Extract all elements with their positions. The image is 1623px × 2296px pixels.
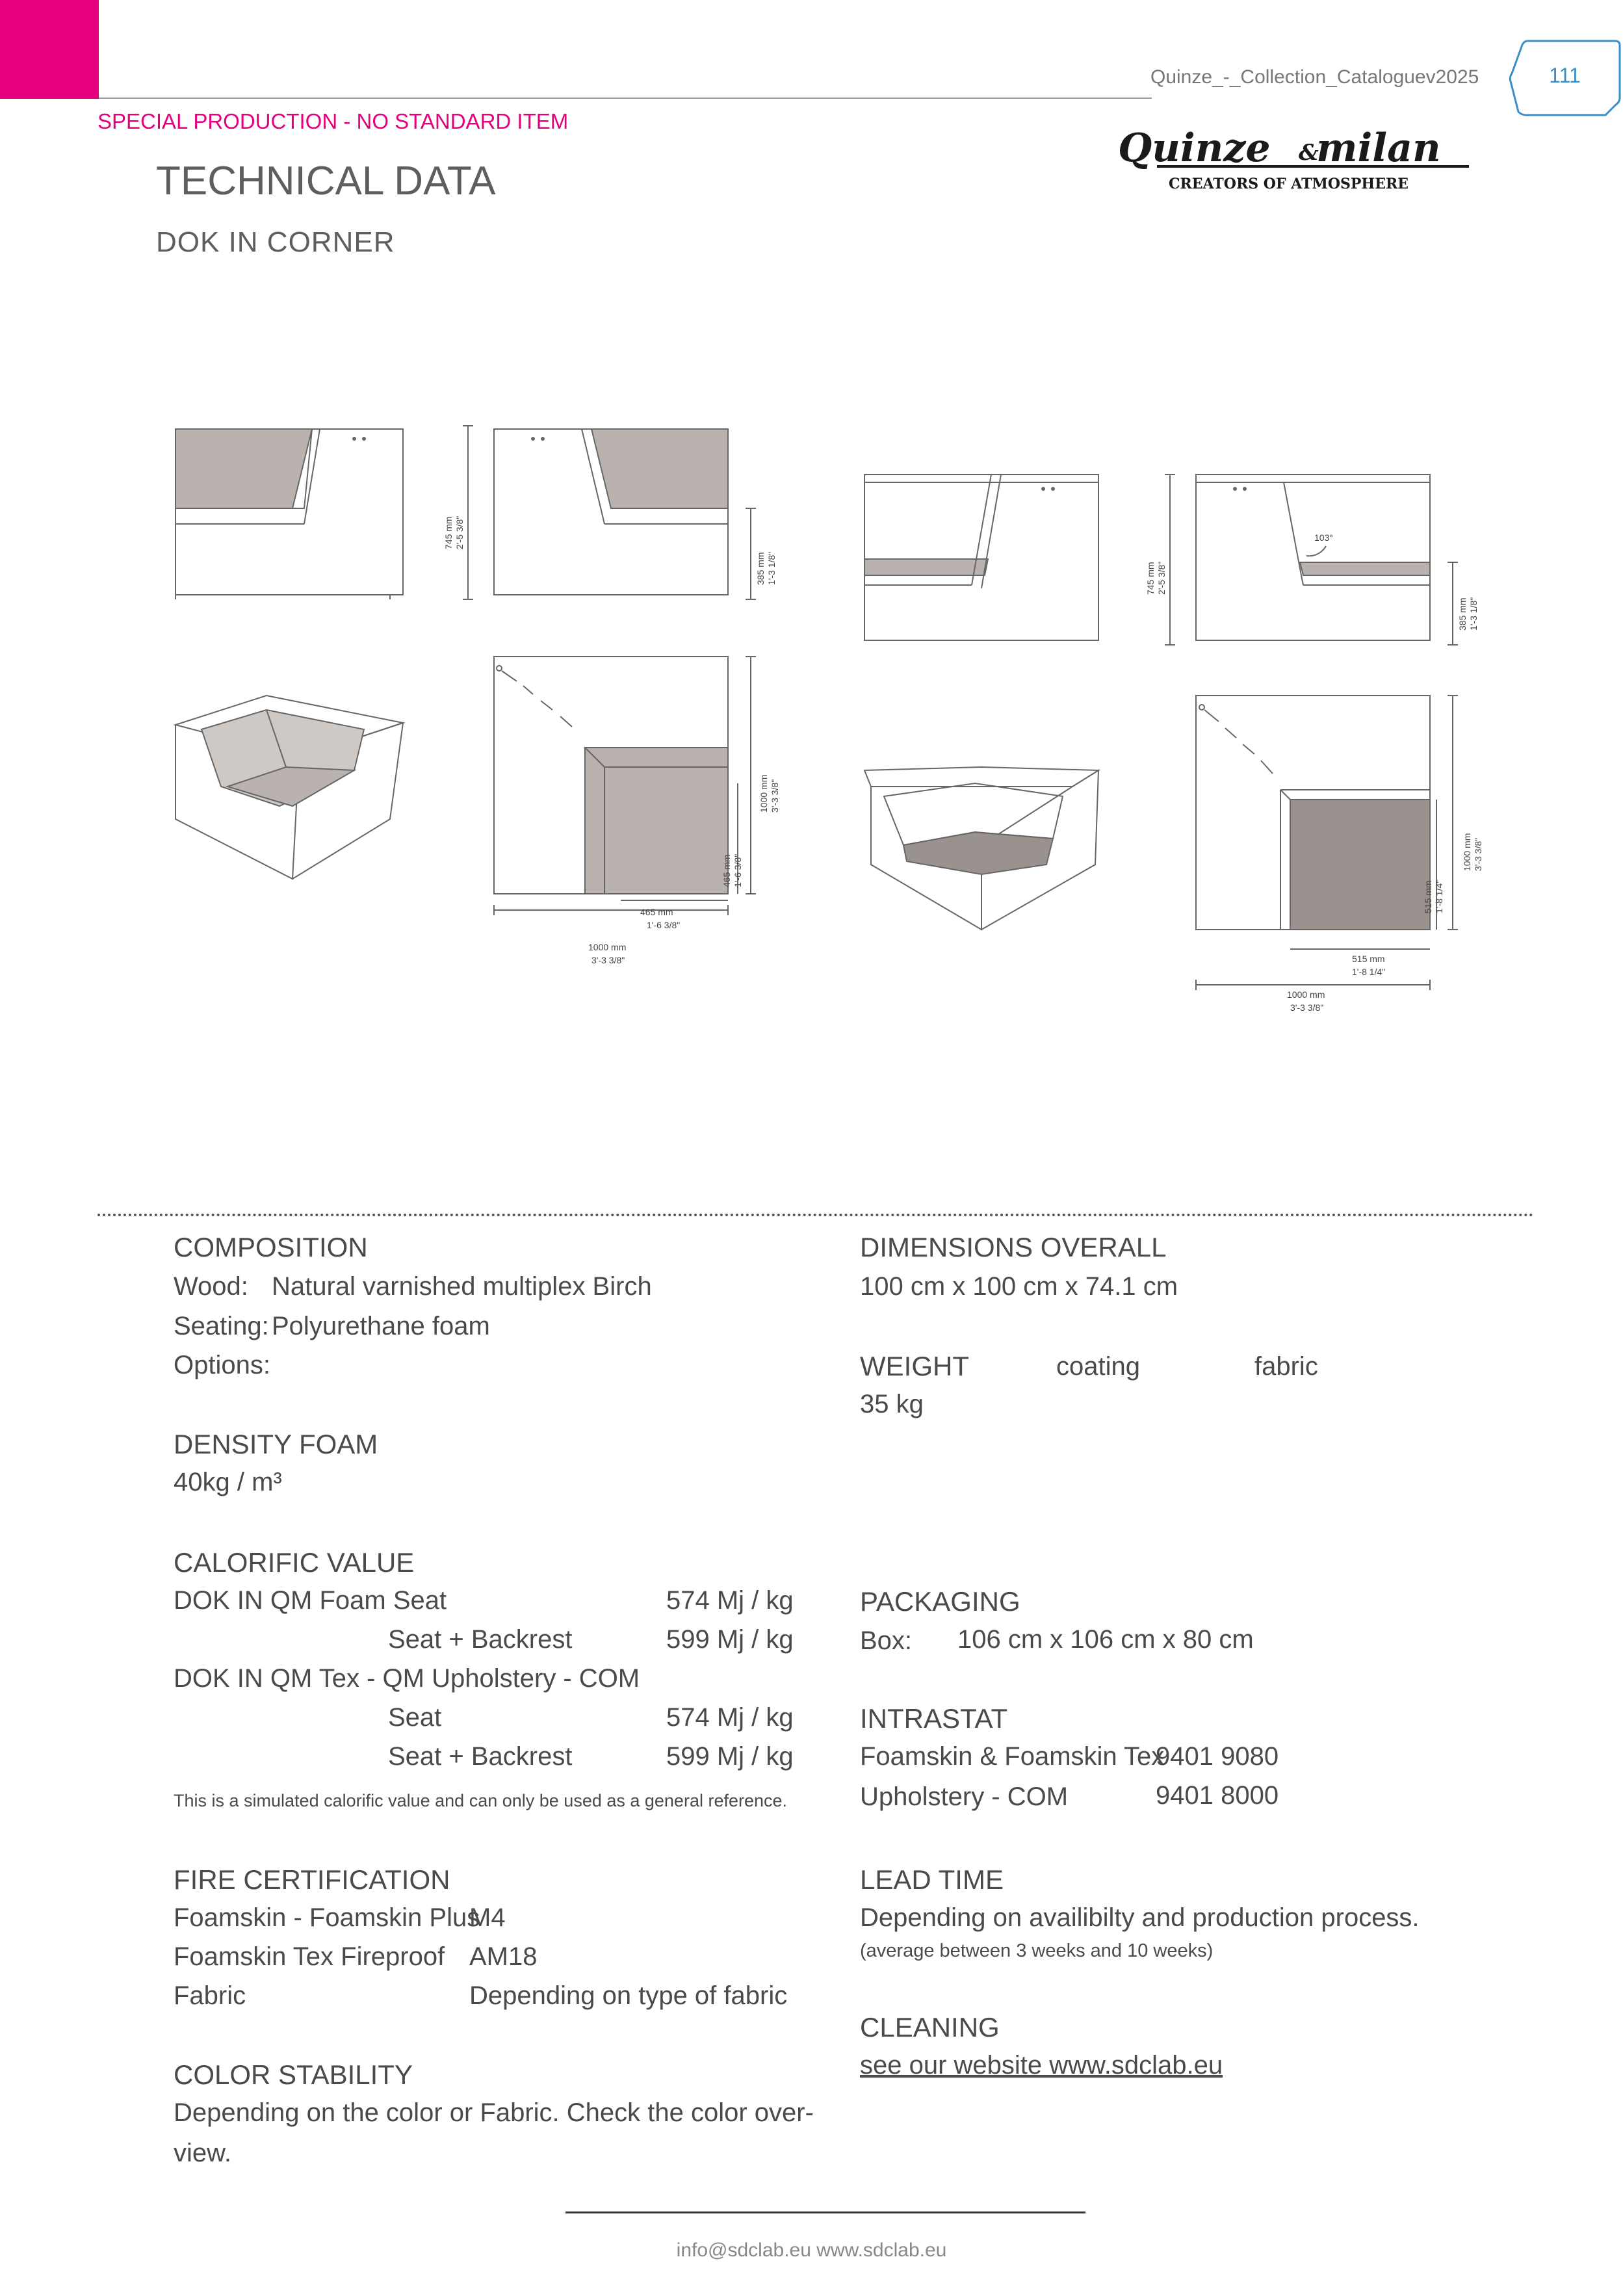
dim-385-a: 385 mm [755,552,766,585]
intrastat-heading: INTRASTAT [860,1703,1008,1734]
dim-1000-b-h-in: 3'-3 3/8" [1290,1002,1324,1013]
color-stability-line2: view. [174,2139,231,2167]
iso-view-right [864,767,1098,930]
fire-row3-label: Fabric [174,1981,246,2010]
dim-385-a-in: 1'-3 1/8" [766,551,777,585]
front-view-right [864,475,1098,640]
footer-contact: info@sdclab.eu www.sdclab.eu [676,2239,947,2261]
calorific-row4-label: Seat [388,1703,442,1732]
section-title: TECHNICAL DATA [156,159,496,203]
calorific-note: This is a simulated calorific value and can only be used as a general reference. [174,1791,788,1810]
logo-word-milan: milan [1316,125,1441,171]
fire-row2-value: AM18 [469,1942,538,1971]
dim-1000-b-h: 1000 mm [1287,989,1325,1000]
top-view-right [1196,696,1458,990]
dim-465-h-in: 1'-6 3/8" [647,920,681,930]
calorific-row4-value: 574 Mj / kg [666,1703,794,1732]
intrastat-row2-value: 9401 8000 [1156,1781,1279,1810]
brand-logo [1118,124,1482,195]
intrastat-row2-label: Upholstery - COM [860,1782,1069,1811]
lead-time-heading: LEAD TIME [860,1864,1004,1895]
weight-col-fabric: fabric [1254,1352,1318,1381]
dim-465-h: 465 mm [640,907,673,917]
calorific-row2-label: Seat + Backrest [388,1625,573,1654]
fire-row1-value: M4 [469,1903,506,1932]
packaging-box-value: 106 cm x 106 cm x 80 cm [957,1625,1254,1654]
iso-view-left [175,696,403,879]
color-stability-line1: Depending on the color or Fabric. Check the color over- [174,2098,814,2127]
dim-745-a-in: 2'-5 3/8" [454,515,465,549]
top-view-left [494,657,756,915]
intrastat-row1-label: Foamskin & Foamskin Tex [860,1742,1165,1771]
options-label: Options: [174,1351,270,1379]
cleaning-website-link[interactable]: see our website www.sdclab.eu [860,2051,1223,2080]
calorific-row2-value: 599 Mj / kg [666,1625,794,1654]
seating-value: Polyurethane foam [272,1312,490,1340]
dim-745-b-in: 2'-5 3/8" [1156,561,1167,595]
intrastat-row1-value: 9401 9080 [1156,1742,1279,1771]
dim-515-h: 515 mm [1352,954,1385,964]
seating-label: Seating: [174,1312,269,1340]
calorific-row1-label: DOK IN QM Foam Seat [174,1586,447,1615]
side-view-right [1165,475,1458,645]
dim-515-h-in: 1'-8 1/4" [1352,967,1386,977]
brand-color-block [0,0,99,99]
logo-tagline: CREATORS OF ATMOSPHERE [1169,176,1409,192]
dim-515-v: 515 mm [1423,880,1433,913]
calorific-row5-value: 599 Mj / kg [666,1742,794,1771]
logo-word-quinze: Quinze [1118,125,1271,171]
packaging-box-label: Box: [860,1626,913,1655]
footer-rule [565,2211,1085,2213]
catalog-title: Quinze_-_Collection_Cataloguev2025 [1150,66,1479,88]
dim-465-v: 465 mm [721,854,732,887]
calorific-heading: CALORIFIC VALUE [174,1547,415,1578]
product-name: DOK IN CORNER [156,226,395,258]
density-heading: DENSITY FOAM [174,1429,378,1459]
dim-515-v-in: 1'-8 1/4" [1434,880,1444,913]
dim-1000-a-in: 3'-3 3/8" [770,779,780,813]
calorific-row1-value: 574 Mj / kg [666,1586,794,1615]
section-divider [97,1214,1534,1216]
dim-385-b: 385 mm [1457,597,1468,631]
cleaning-heading: CLEANING [860,2012,1000,2042]
dim-385-b-in: 1'-3 1/8" [1468,597,1479,631]
fire-row3-value: Depending on type of fabric [469,1981,788,2010]
lead-time-line1: Depending on availibilty and production process. [860,1903,1420,1932]
lead-time-note: (average between 3 weeks and 10 weeks) [860,1940,1214,1961]
weight-heading: WEIGHT [860,1351,969,1381]
packaging-heading: PACKAGING [860,1586,1020,1617]
header-rule [99,98,1152,99]
dim-745-b: 745 mm [1145,562,1156,595]
dim-angle: 103° [1314,532,1333,543]
weight-value: 35 kg [860,1390,924,1418]
density-value: 40kg / m³ [174,1468,282,1496]
dimensions-value: 100 cm x 100 cm x 74.1 cm [860,1272,1178,1301]
logo-ampersand: & [1299,140,1319,166]
dim-1000-b-in: 3'-3 3/8" [1473,837,1483,871]
special-production-label: SPECIAL PRODUCTION - NO STANDARD ITEM [97,109,569,133]
dim-745-a: 745 mm [443,516,454,549]
dim-1000-a-h: 1000 mm [588,942,627,952]
dim-1000-a: 1000 mm [759,774,769,813]
technical-drawings [162,416,1527,1034]
color-stability-heading: COLOR STABILITY [174,2059,413,2090]
side-view-left [463,426,756,599]
dim-1000-b: 1000 mm [1462,833,1472,871]
fire-row2-label: Foamskin Tex Fireproof [174,1942,445,1971]
weight-col-coating: coating [1056,1352,1140,1381]
wood-label: Wood: [174,1272,248,1301]
page-number: 111 [1549,64,1581,87]
fire-row1-label: Foamskin - Foamskin Plus [174,1903,480,1932]
fire-heading: FIRE CERTIFICATION [174,1864,450,1895]
dim-465-v-in: 1'-6 3/8" [733,854,743,887]
dim-1000-a-h-in: 3'-3 3/8" [591,955,625,965]
calorific-row5-label: Seat + Backrest [388,1742,573,1771]
composition-heading: COMPOSITION [174,1232,368,1262]
calorific-row3-label: DOK IN QM Tex - QM Upholstery - COM [174,1664,640,1693]
dimensions-heading: DIMENSIONS OVERALL [860,1232,1167,1262]
front-view-left [175,429,403,599]
wood-value: Natural varnished multiplex Birch [272,1272,652,1301]
